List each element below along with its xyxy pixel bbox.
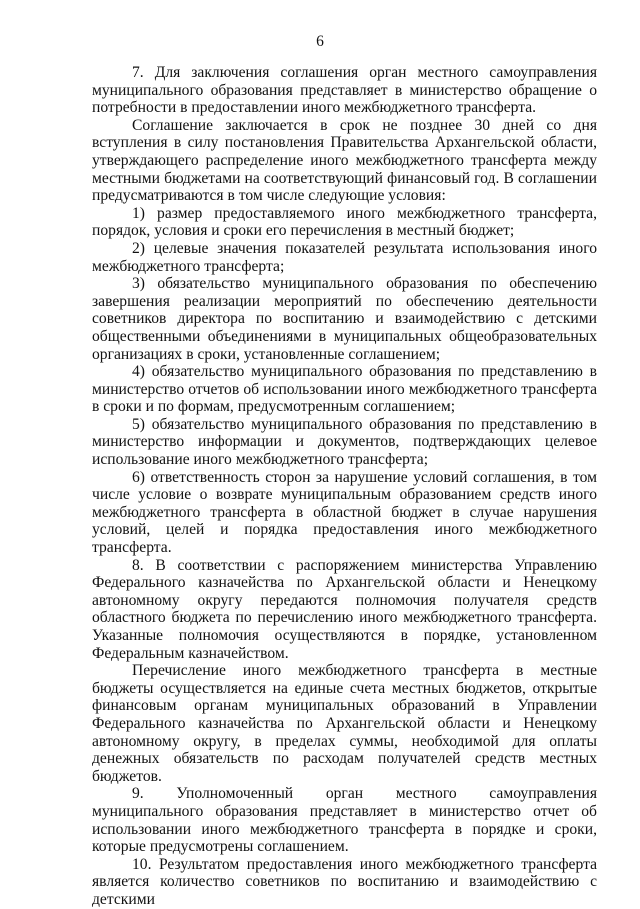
paragraph-7-request: 7. Для заключения соглашения орган местного самоуправления муниципального образования представляет в министерство обращение о потребности в предоставлении иного межбюджетного трансферта. (92, 64, 597, 117)
condition-5-information: 5) обязательство муниципального образования по представлению в министерство информации и документов, подтверждающих целевое использование иного межбюджетного трансферта; (92, 415, 597, 469)
page-number: 6 (316, 33, 324, 50)
condition-1-amount: 1) размер предоставляемого иного межбюджетного трансферта, порядок, условия и сроки его перечисления в местный бюджет; (92, 204, 597, 240)
paragraph-8-treasury-powers: 8. В соответствии с распоряжением министерства Управлению Федерального казначейства по Архангельской области и Ненецкому автономному округу передаются полномочия получателя средств областного бюджета по перечислению иного межбюджетного трансферта. Указанные полномочия осуществляются в порядке, установленном Федеральным казначейством. (92, 556, 597, 662)
condition-4-reports: 4) обязательство муниципального образования по представлению в министерство отчетов об использовании иного межбюджетного трансферта в сроки и по формам, предусмотренным соглашением; (92, 363, 597, 416)
condition-2-target-values: 2) целевые значения показателей результата использования иного межбюджетного трансферта; (92, 239, 597, 275)
paragraph-agreement-terms: Соглашение заключается в срок не позднее 30 дней со дня вступления в силу постановления Правительства Архангельской области, утверждающего распределение иного межбюджетного трансферта между местными бюджетами на соответствующий финансовый год. В соглашении предусматриваются в том числе следующие условия: (92, 116, 597, 205)
paragraph-10-result: 10. Результатом предоставления иного межбюджетного трансферта является количество советников по воспитанию и взаимодействию с детскими (92, 855, 597, 908)
document-body (92, 64, 597, 909)
condition-6-responsibility: 6) ответственность сторон за нарушение условий соглашения, в том числе условие о возврате муниципальным образованием средств иного межбюджетного трансферта в областной бюджет в случае нарушения условий, целей и порядка предоставления иного межбюджетного трансферта. (92, 468, 597, 557)
condition-3-completion-obligation: 3) обязательство муниципального образования по обеспечению завершения реализации мероприятий по обеспечению деятельности советников директора по воспитанию и взаимодействию с детскими общественными объединениями в муниципальных общеобразовательных организациях в сроки, установленные соглашением; (92, 275, 597, 363)
paragraph-transfer-accounts: Перечисление иного межбюджетного трансферта в местные бюджеты осуществляется на единые счета местных бюджетов, открытые финансовым органам муниципальных образований в Управлении Федерального казначейства по Архангельской области и Ненецкому автономному округу, в пределах суммы, необходимой для оплаты денежных обязательств по расходам получателей средств местных бюджетов. (92, 662, 597, 785)
paragraph-9-report: 9. Уполномоченный орган местного самоуправления муниципального образования представляет в министерство отчет об использовании иного межбюджетного трансферта в порядке и сроки, которые предусмотрены соглашением. (92, 785, 597, 856)
